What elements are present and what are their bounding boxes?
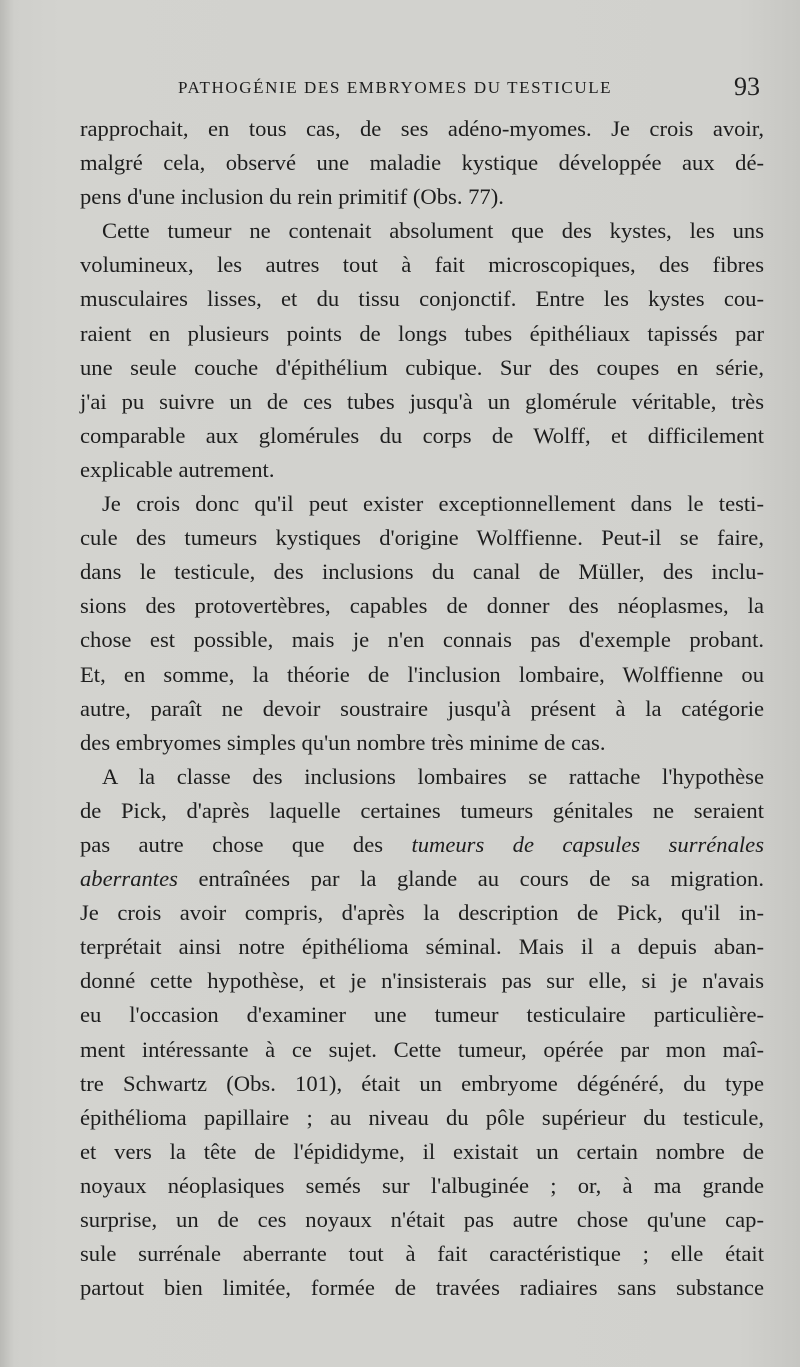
text-line: terprétait ainsi notre épithélioma séminal. Mais il a depuis aban-: [80, 934, 764, 960]
text-line: cule des tumeurs kystiques d'origine Wolffienne. Peut-il se faire,: [80, 525, 764, 551]
text-line: malgré cela, observé une maladie kystique développée aux dé-: [80, 150, 764, 176]
text-line: partout bien limitée, formée de travées radiaires sans substance: [80, 1275, 764, 1301]
text-line: Je crois donc qu'il peut exister exceptionnellement dans le testi-: [102, 491, 764, 517]
page-number: 93: [734, 72, 760, 101]
text-line: donné cette hypothèse, et je n'insisterais pas sur elle, si je n'avais: [80, 968, 764, 994]
text-line: une seule couche d'épithélium cubique. Sur des coupes en série,: [80, 354, 764, 380]
text-segment: pas autre chose que des: [80, 831, 384, 857]
text-line: Je crois avoir compris, d'après la description de Pick, qu'il in-: [80, 900, 764, 926]
text-line: ment intéressante à ce sujet. Cette tumeur, opérée par mon maî-: [80, 1036, 764, 1062]
text-line: tre Schwartz (Obs. 101), était un embryome dégénéré, du type: [80, 1070, 764, 1096]
text-line: dans le testicule, des inclusions du canal de Müller, des inclu-: [80, 559, 764, 585]
text-line: autre, paraît ne devoir soustraire jusqu'à présent à la catégorie: [80, 695, 764, 721]
text-line: noyaux néoplasiques semés sur l'albuginée ; or, à ma grande: [80, 1172, 764, 1198]
text-line: j'ai pu suivre un de ces tubes jusqu'à un glomérule véritable, très: [80, 388, 764, 414]
text-line: chose est possible, mais je n'en connais pas d'exemple probant.: [80, 627, 764, 653]
text-line: volumineux, les autres tout à fait microscopiques, des fibres: [80, 252, 764, 278]
text-line: surprise, un de ces noyaux n'était pas autre chose qu'une cap-: [80, 1207, 764, 1232]
text-line-with-italic: [80, 828, 764, 862]
text-line: des embryomes simples qu'un nombre très minime de cas.: [80, 729, 606, 755]
text-line-with-italic: [80, 862, 764, 896]
text-line: Cette tumeur ne contenait absolument que des kystes, les uns: [102, 218, 764, 244]
text-line: sions des protovertèbres, capables de donner des néoplasmes, la: [80, 593, 764, 619]
text-line: raient en plusieurs points de longs tubes épithéliaux tapissés par: [80, 320, 764, 346]
text-line: sule surrénale aberrante tout à fait caractéristique ; elle était: [80, 1241, 764, 1267]
text-line: Et, en somme, la théorie de l'inclusion lombaire, Wolffienne ou: [80, 661, 764, 687]
italic-phrase: tumeurs de capsules surrénales: [411, 831, 764, 857]
text-segment: entraînées par la glande au cours de sa migration.: [198, 866, 764, 892]
text-line: musculaires lisses, et du tissu conjonctif. Entre les kystes cou-: [80, 286, 764, 312]
text-line: comparable aux glomérules du corps de Wolff, et difficilement: [80, 422, 764, 448]
text-line: explicable autrement.: [80, 456, 275, 482]
text-line: A la classe des inclusions lombaires se rattache l'hypothèse: [102, 763, 764, 789]
running-head: PATHOGÉNIE DES EMBRYOMES DU TESTICULE: [178, 78, 613, 97]
text-line: eu l'occasion d'examiner une tumeur testiculaire particulière-: [80, 1002, 764, 1028]
text-line: et vers la tête de l'épididyme, il existait un certain nombre de: [80, 1138, 764, 1164]
text-line: rapprochait, en tous cas, de ses adéno-myomes. Je crois avoir,: [80, 116, 764, 141]
text-line: pens d'une inclusion du rein primitif (Obs. 77).: [80, 184, 504, 210]
text-line: de Pick, d'après laquelle certaines tumeurs génitales ne seraient: [80, 797, 764, 823]
page-header: [0, 72, 800, 106]
italic-phrase: aberrantes: [80, 866, 178, 892]
body-text: [80, 112, 764, 1305]
text-line: épithélioma papillaire ; au niveau du pôle supérieur du testicule,: [80, 1104, 764, 1130]
